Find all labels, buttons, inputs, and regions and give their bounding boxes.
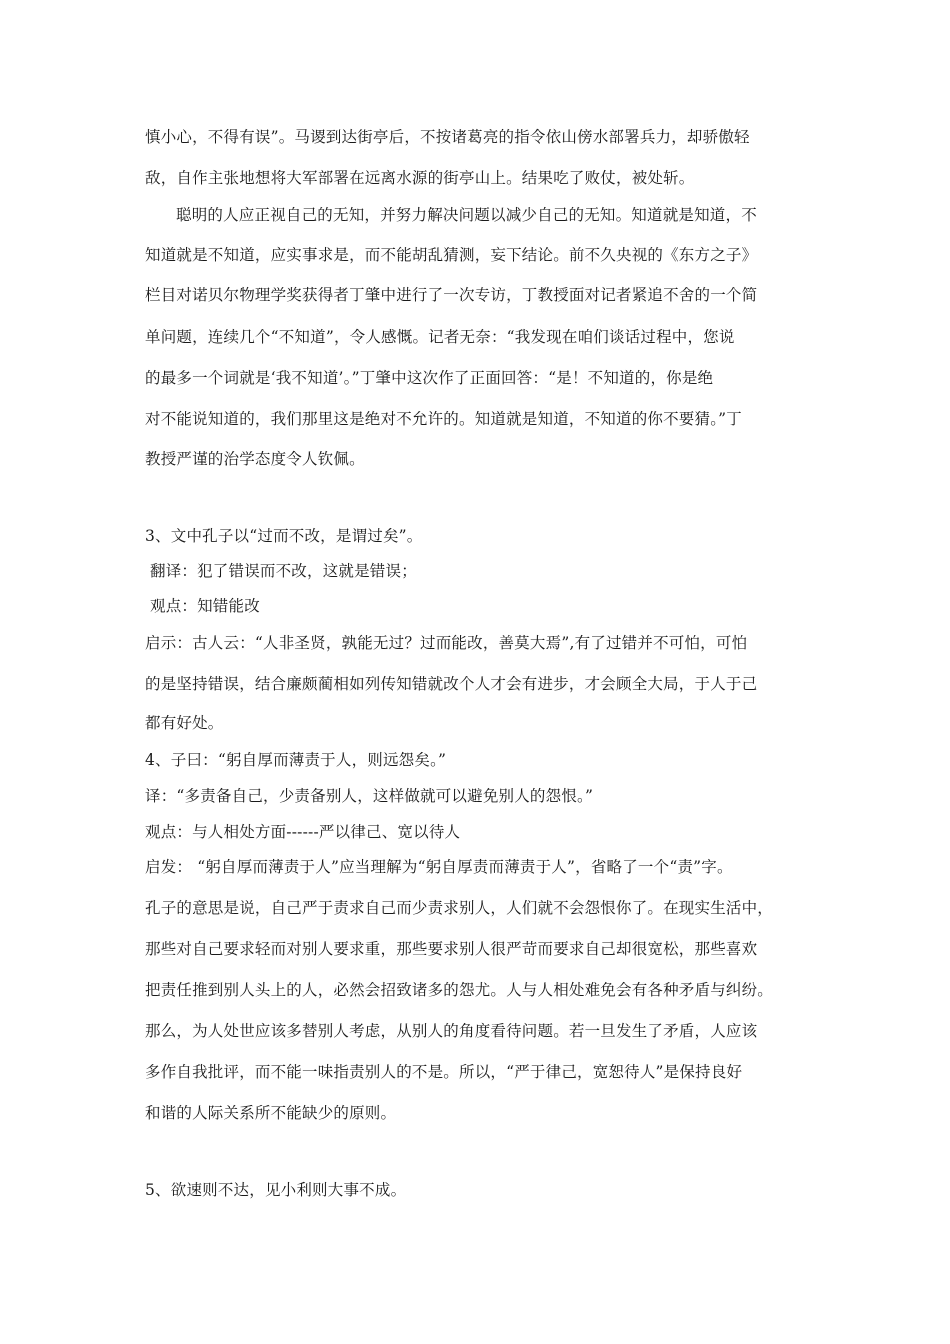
section-heading: 3、文中孔子以“过而不改，是谓过矣”。	[145, 527, 423, 545]
text-line: 孔子的意思是说，自己严于责求自己而少责求别人，人们就不会怨恨你了。在现实生活中，	[145, 899, 774, 917]
viewpoint-line: 观点：与人相处方面------严以律己、宽以待人	[145, 823, 461, 841]
text-line: 栏目对诺贝尔物理学奖获得者丁肇中进行了一次专访，丁教授面对记者紧追不舍的一个简	[145, 286, 758, 304]
viewpoint-line: 观点：知错能改	[150, 597, 260, 615]
text-line: 教授严谨的治学态度令人钦佩。	[145, 450, 365, 468]
translation-line: 译：“多责备自己，少责备别人，这样做就可以避免别人的怨恨。”	[145, 787, 594, 805]
text-line: 敌，自作主张地想将大军部署在远离水源的街亭山上。结果吃了败仗，被处斩。	[145, 169, 695, 187]
text-line: 单问题，连续几个“不知道”，令人感慨。记者无奈：“我发现在咱们谈话过程中，您说	[145, 328, 735, 346]
text-line: 知道就是不知道，应实事求是，而不能胡乱猜测，妄下结论。前不久央视的《东方之子》	[145, 246, 758, 264]
translation-line: 翻译：犯了错误而不改，这就是错误；	[150, 562, 417, 580]
insight-line: 启发： “躬自厚而薄责于人”应当理解为“躬自厚责而薄责于人”，省略了一个“责”字。	[145, 858, 733, 876]
text-line: 和谐的人际关系所不能缺少的原则。	[145, 1104, 397, 1122]
text-line: 的是坚持错误，结合廉颇蔺相如列传知错就改个人才会有进步，才会顾全大局，于人于己	[145, 675, 758, 693]
text-line: 多作自我批评，而不能一味指责别人的不是。所以，“严于律己，宽恕待人”是保持良好	[145, 1063, 743, 1081]
text-line: 都有好处。	[145, 714, 224, 732]
insight-line: 启示：古人云：“人非圣贤，孰能无过？过而能改，善莫大焉”,有了过错并不可怕，可怕	[145, 634, 748, 652]
text-line: 那么，为人处世应该多替别人考虑，从别人的角度看待问题。若一旦发生了矛盾，人应该	[145, 1022, 758, 1040]
text-line: 把责任推到别人头上的人，必然会招致诸多的怨尤。人与人相处难免会有各种矛盾与纠纷。	[145, 981, 774, 999]
paragraph-start: 聪明的人应正视自己的无知，并努力解决问题以减少自己的无知。知道就是知道，不	[176, 206, 757, 224]
section-heading: 5、欲速则不达，见小利则大事不成。	[145, 1181, 407, 1199]
section-heading: 4、子曰：“躬自厚而薄责于人，则远怨矣。”	[145, 751, 447, 769]
text-line: 对不能说知道的，我们那里这是绝对不允许的。知道就是知道，不知道的你不要猜。”丁	[145, 410, 742, 428]
text-line: 的最多一个词就是‘我不知道’。”丁肇中这次作了正面回答：“是！不知道的，你是绝	[145, 369, 714, 387]
text-line: 那些对自己要求轻而对别人要求重，那些要求别人很严苛而要求自己却很宽松，那些喜欢	[145, 940, 758, 958]
text-line: 慎小心，不得有误”。马谡到达街亭后，不按诸葛亮的指令依山傍水部署兵力，却骄傲轻	[145, 128, 750, 146]
